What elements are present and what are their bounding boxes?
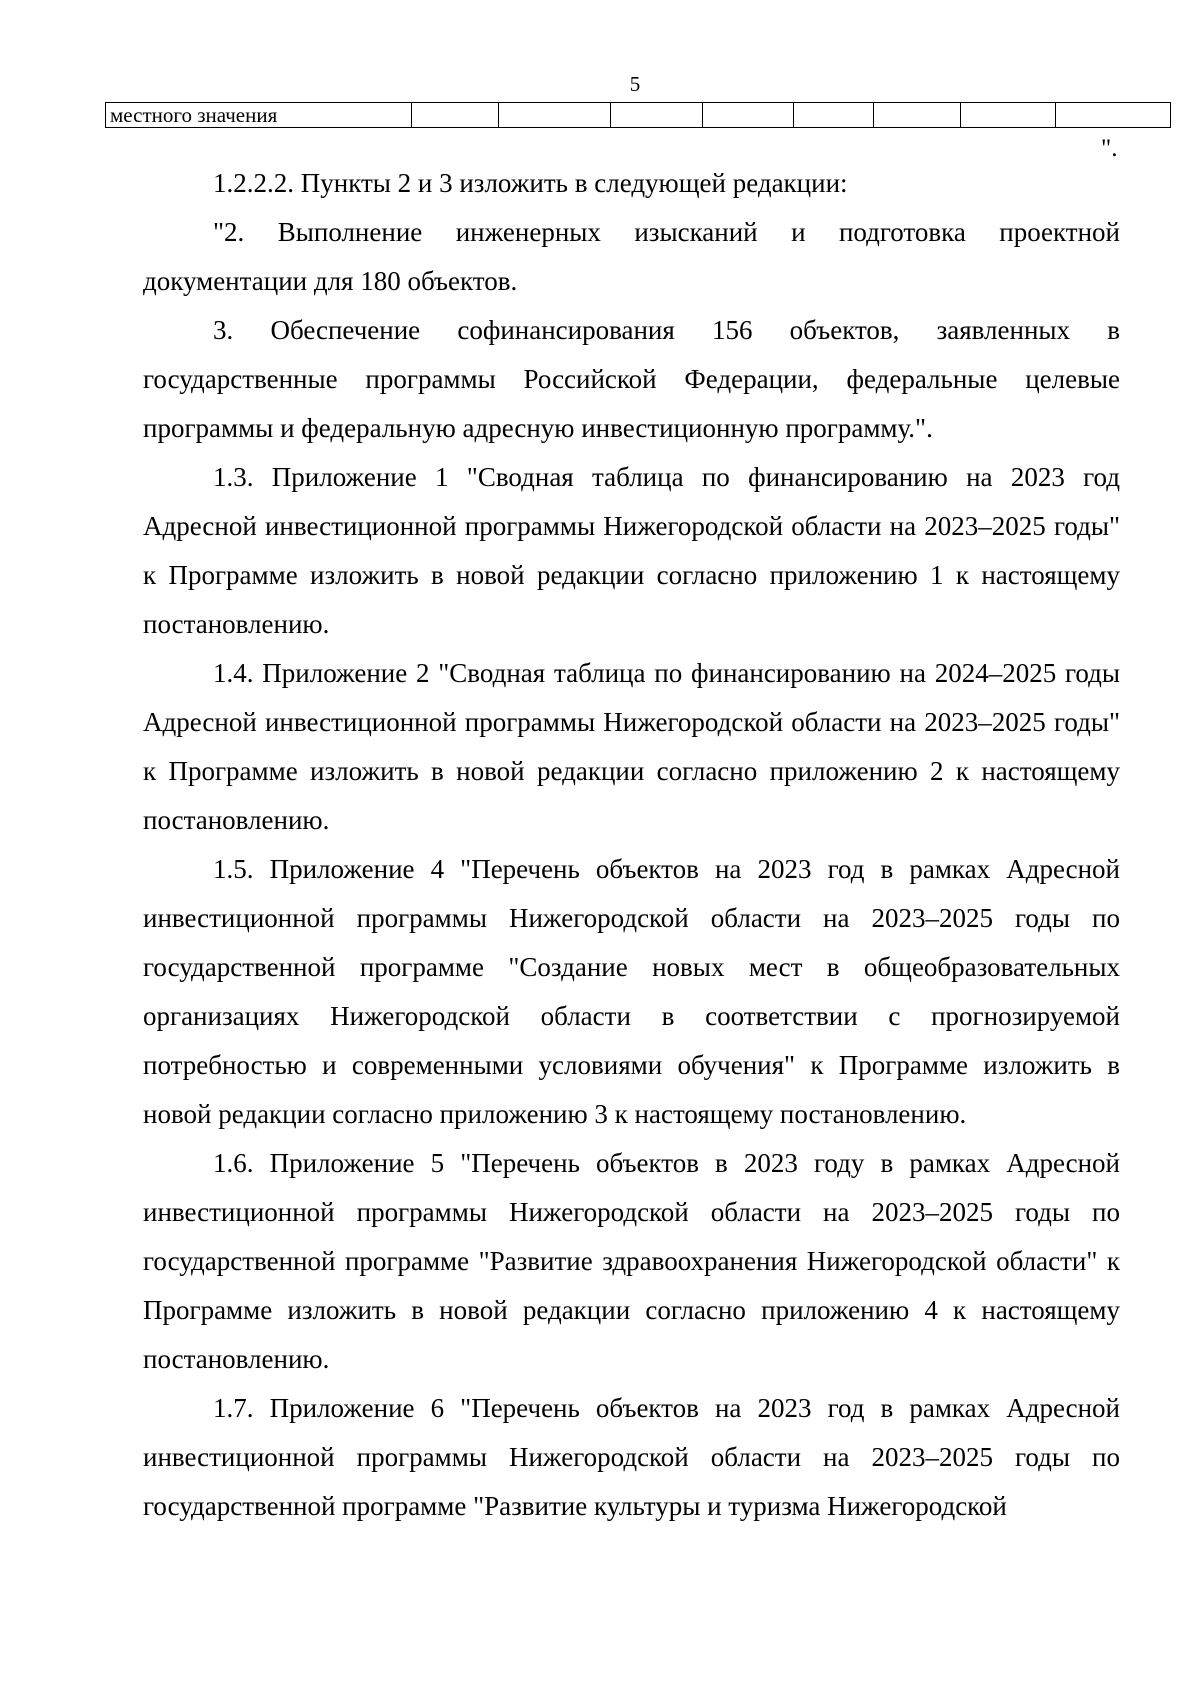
page-number: 5 [629,72,641,96]
table-cell [1056,103,1171,128]
paragraph-1-7: 1.7. Приложение 6 "Перечень объектов на 2023 год в рамках Адресной инвестиционной программы Нижегородской области на 2023–2025 годы по государственной программе "Развитие культуры и туризма Нижегородской [143,1393,1120,1521]
paragraph-1-4: 1.4. Приложение 2 "Сводная таблица по финансированию на 2024–2025 годы Адресной инвестиционной программы Нижегородской области на 2023–2025 годы" к Программе изложить в новой редакции согласно приложению 2 к настоящему постановлению. [143,658,1120,835]
document-body [143,159,1120,1531]
table-cell [611,103,703,128]
continued-table [105,102,1171,128]
table-cell [499,103,611,128]
paragraph-1-2-2-2: 1.2.2.2. Пункты 2 и 3 изложить в следующей редакции: [213,168,848,198]
paragraph-item-2: "2. Выполнение инженерных изысканий и подготовка проектной документации для 180 объектов. [143,217,1120,296]
table-cell [794,103,874,128]
table-row [106,103,1171,128]
table-closing-quote: ". [1101,135,1118,162]
table-cell [412,103,499,128]
paragraph-1-6: 1.6. Приложение 5 "Перечень объектов в 2023 году в рамках Адресной инвестиционной программы Нижегородской области на 2023–2025 годы по государственной программе "Развитие здравоохранения Нижегородской области" к Программе изложить в новой редакции согласно приложению 4 к настоящему постановлению. [143,1148,1120,1374]
paragraph-1-3: 1.3. Приложение 1 "Сводная таблица по финансированию на 2023 год Адресной инвестиционной программы Нижегородской области на 2023–2025 годы" к Программе изложить в новой редакции согласно приложению 1 к настоящему постановлению. [143,462,1120,639]
paragraph-1-5: 1.5. Приложение 4 "Перечень объектов на 2023 год в рамках Адресной инвестиционной программы Нижегородской области на 2023–2025 годы по государственной программе "Создание новых мест в общеобразовательных организациях Нижегородской области в соответствии с прогнозируемой потребностью и современными условиями обучения" к Программе изложить в новой редакции согласно приложению 3 к настоящему постановлению. [143,854,1120,1129]
table-cell [874,103,961,128]
table-cell [703,103,794,128]
table-cell-label: местного значения [106,103,412,128]
paragraph-item-3: 3. Обеспечение софинансирования 156 объектов, заявленных в государственные программы Российской Федерации, федеральные целевые программы и федеральную адресную инвестиционную программу.". [143,315,1120,443]
table-cell [961,103,1056,128]
